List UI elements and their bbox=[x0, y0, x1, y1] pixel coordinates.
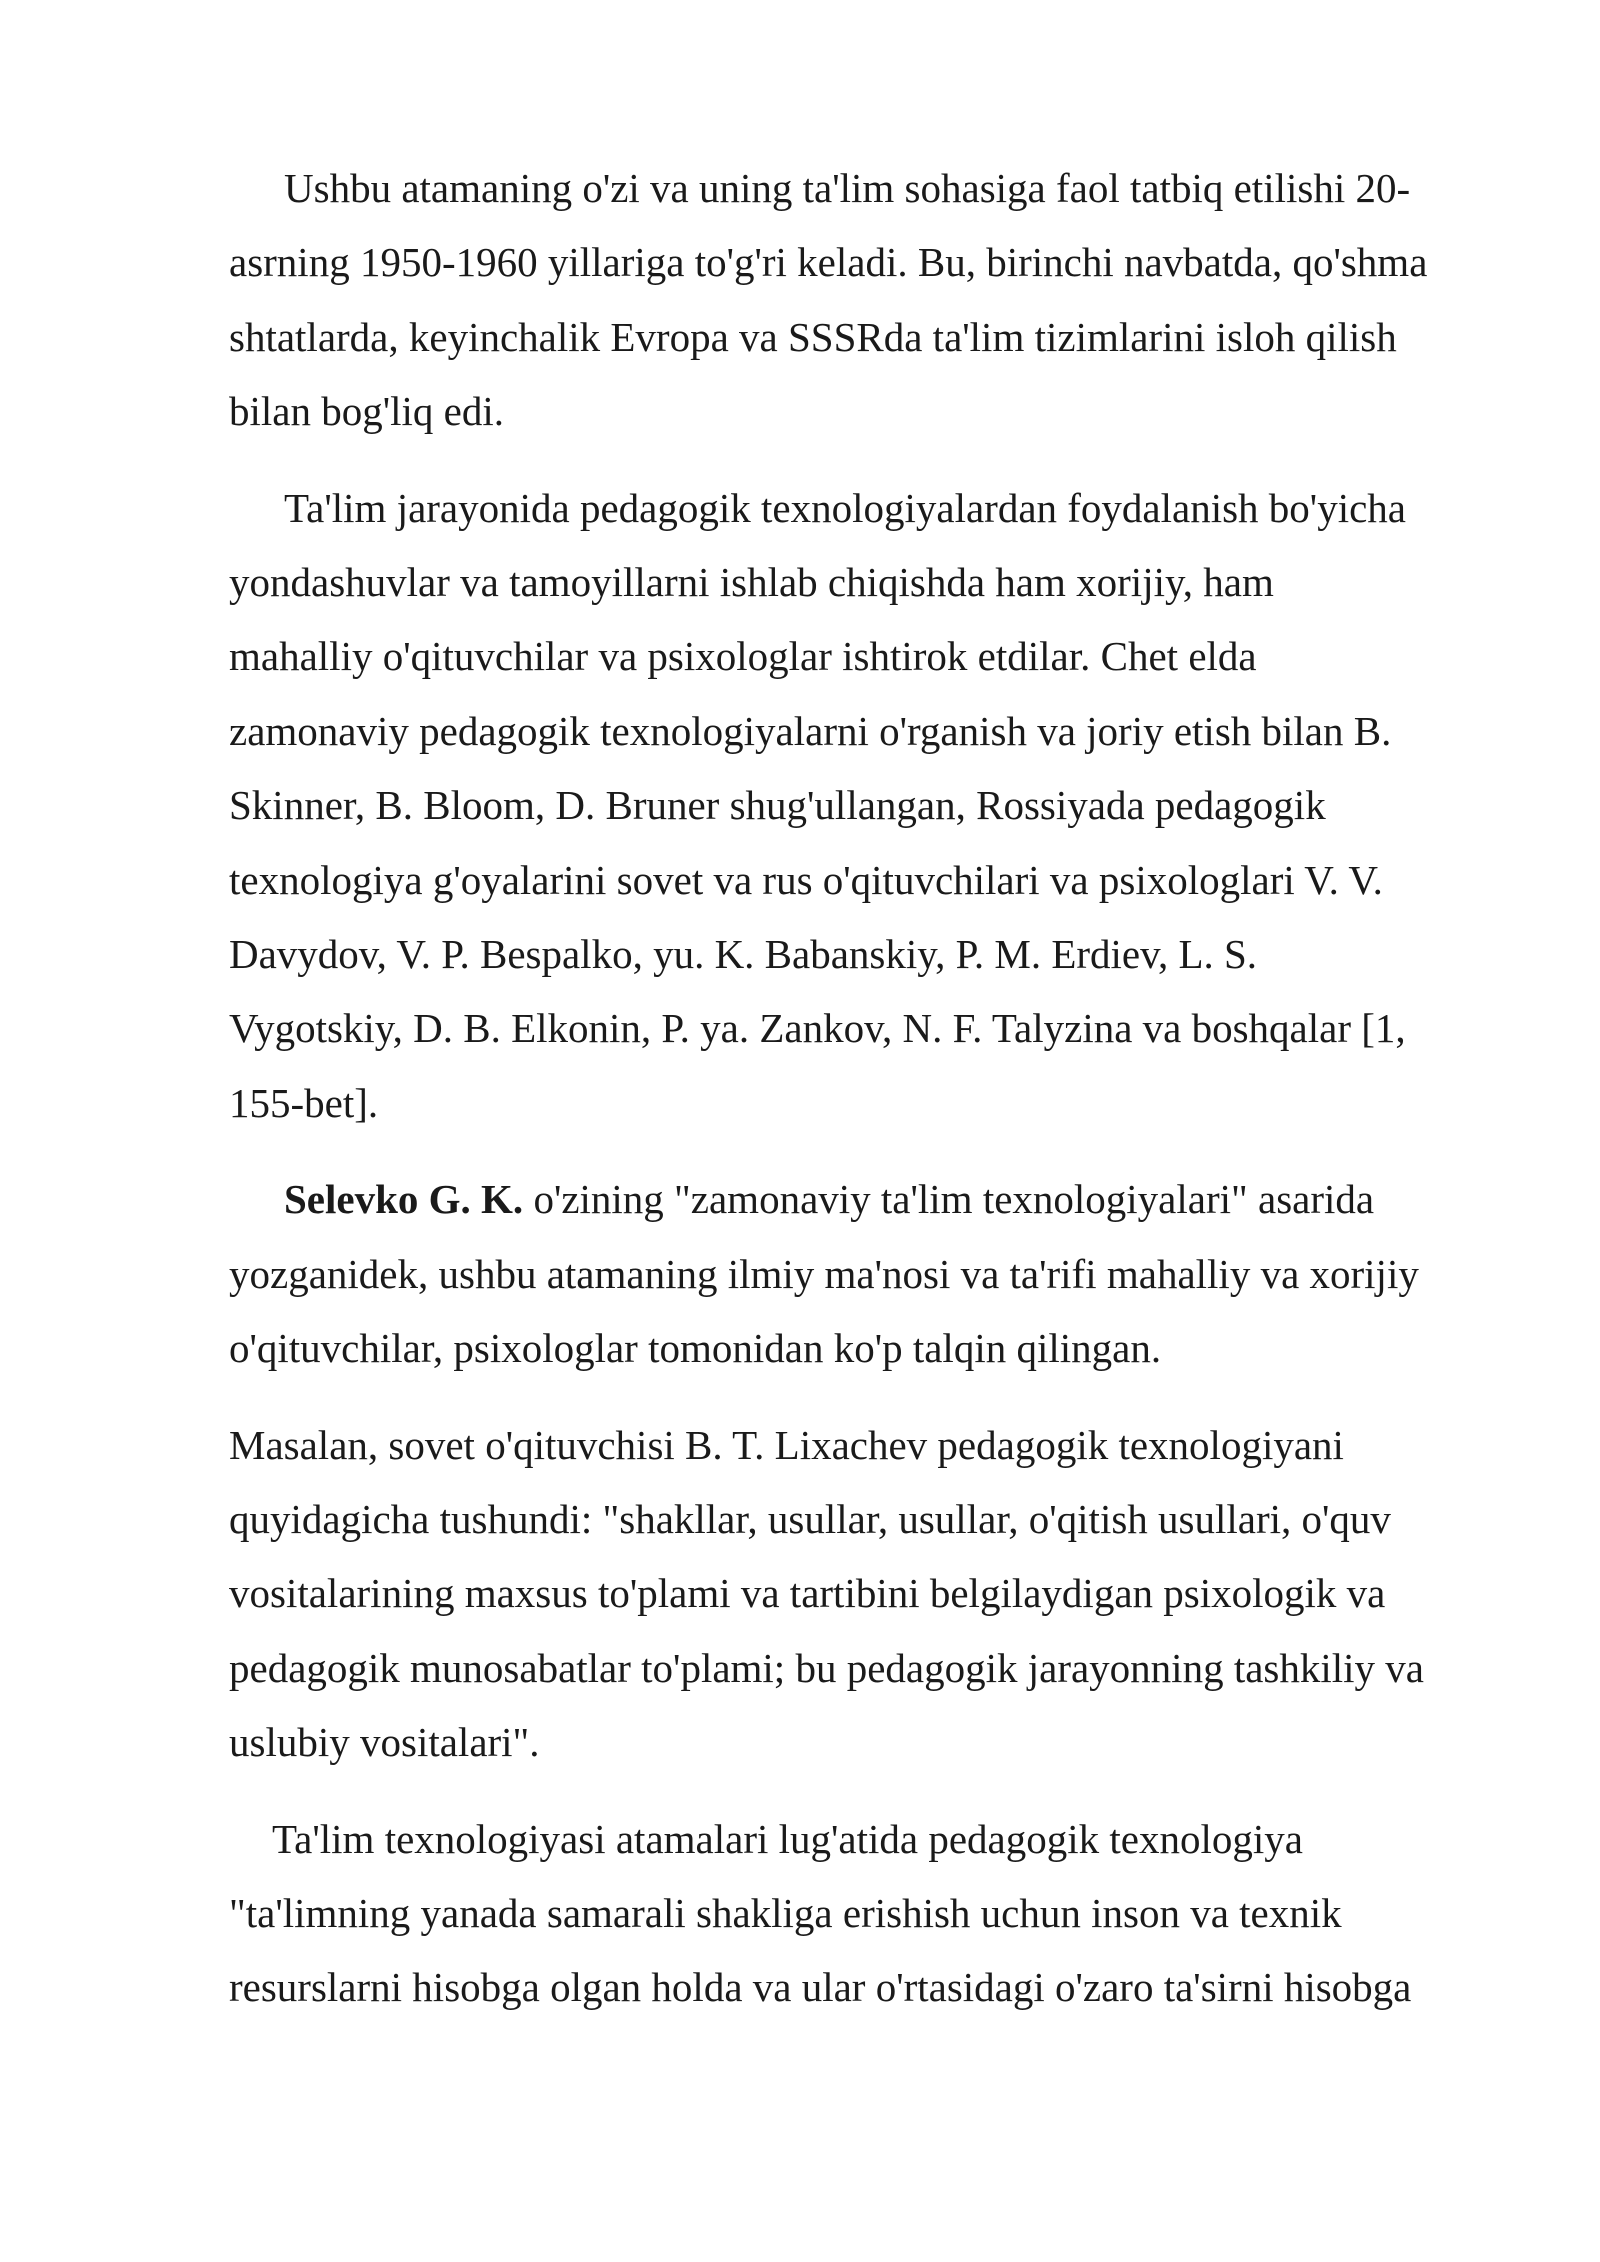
text-line: Vygotskiy, D. B. Elkonin, P. ya. Zankov, N. F. Talyzina va boshqalar [1, bbox=[229, 1005, 1406, 1052]
text-fragment: o'zining "zamonaviy ta'lim texnologiyalari" asarida bbox=[523, 1176, 1375, 1223]
text-line: texnologiya g'oyalarini sovet va rus o'qituvchilari va psixologlari V. V. bbox=[229, 856, 1383, 903]
text-line: Davydov, V. P. Bespalko, yu. K. Babanskiy, P. M. Erdiev, L. S. bbox=[229, 931, 1258, 978]
author-name: Selevko G. K. bbox=[284, 1176, 524, 1223]
text-line bbox=[229, 1162, 1509, 1236]
text-line: Ta'lim jarayonida pedagogik texnologiyalardan foydalanish bo'yicha bbox=[284, 484, 1406, 531]
text-line: "ta'limning yanada samarali shakliga erishish uchun inson va texnik bbox=[229, 1889, 1342, 1936]
text-line: zamonaviy pedagogik texnologiyalarni o'rganish va joriy etish bilan B. bbox=[229, 707, 1392, 754]
document-body bbox=[229, 151, 1509, 2047]
paragraph-selevko bbox=[229, 1162, 1509, 1385]
text-line: uslubiy vositalari". bbox=[229, 1719, 540, 1766]
text-line: o'qituvchilar, psixologlar tomonidan ko'p talqin qilingan. bbox=[229, 1325, 1162, 1372]
text-line: Masalan, sovet o'qituvchisi B. T. Lixachev pedagogik texnologiyani bbox=[229, 1421, 1344, 1468]
text-line: yondashuvlar va tamoyillarni ishlab chiqishda ham xorijiy, ham bbox=[229, 559, 1274, 606]
text-line: Ushbu atamaning o'zi va uning ta'lim sohasiga faol tatbiq etilishi 20- bbox=[284, 165, 1411, 211]
paragraph-researchers bbox=[229, 471, 1509, 1141]
paragraph-dictionary bbox=[229, 1802, 1509, 2025]
text-line: yozganidek, ushbu atamaning ilmiy ma'nosi va ta'rifi mahalliy va xorijiy bbox=[229, 1250, 1419, 1297]
text-line: vositalarining maxsus to'plami va tartibini belgilaydigan psixologik va bbox=[229, 1570, 1386, 1617]
text-line: resurslarni hisobga olgan holda va ular o'rtasidagi o'zaro ta'sirni hisobga bbox=[229, 1964, 1412, 2011]
paragraph-lixachev bbox=[229, 1408, 1509, 1780]
text-line: asrning 1950-1960 yillariga to'g'ri keladi. Bu, birinchi navbatda, qo'shma bbox=[229, 239, 1428, 286]
paragraph-history bbox=[229, 151, 1509, 449]
text-line: bilan bog'liq edi. bbox=[229, 388, 504, 435]
text-line: Ta'lim texnologiyasi atamalari lug'atida pedagogik texnologiya bbox=[272, 1815, 1303, 1862]
text-line: 155-bet]. bbox=[229, 1079, 379, 1126]
text-line: pedagogik munosabatlar to'plami; bu pedagogik jarayonning tashkiliy va bbox=[229, 1644, 1424, 1691]
text-line: quyidagicha tushundi: "shakllar, usullar, usullar, o'qitish usullari, o'quv bbox=[229, 1495, 1391, 1542]
text-line: shtatlarda, keyinchalik Evropa va SSSRda ta'lim tizimlarini isloh qilish bbox=[229, 313, 1397, 360]
text-line: Skinner, B. Bloom, D. Bruner shug'ullangan, Rossiyada pedagogik bbox=[229, 782, 1326, 829]
text-line: mahalliy o'qituvchilar va psixologlar ishtirok etdilar. Chet elda bbox=[229, 633, 1257, 680]
